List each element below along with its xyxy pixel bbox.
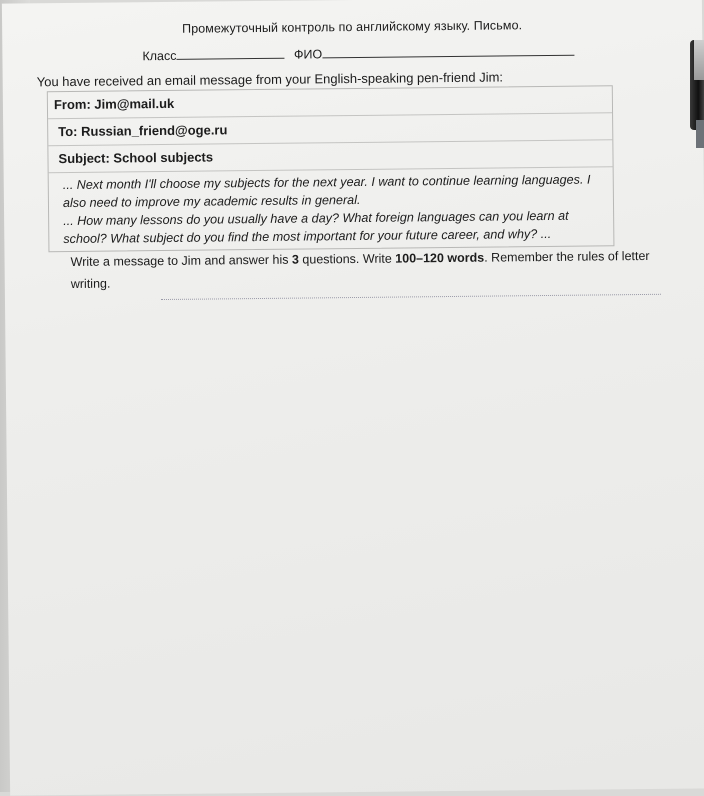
pen-object [690,40,704,130]
email-message-box [47,85,615,252]
task-text: questions. Write [298,251,396,267]
task-question-count: 3 [291,252,299,267]
email-body-line: also need to improve my academic results in general. [62,192,361,211]
student-info-line [142,45,574,64]
task-instructions [70,244,690,294]
class-label: Класс [142,48,177,64]
email-body [49,167,614,251]
fio-blank[interactable] [322,45,574,59]
email-body-line: school? What subject do you find the most important for your future career, and why? ... [63,226,552,247]
pen-tip [694,40,704,80]
email-subject: Subject: School subjects [48,140,612,173]
worksheet-title: Промежуточный контроль по английскому языку. Письмо. [182,18,523,36]
pen-clip [696,120,704,148]
email-to: To: Russian_friend@oge.ru [48,113,612,146]
fio-label: ФИО [293,47,323,62]
worksheet-paper [2,0,704,796]
task-text: . Remember the rules of letter [484,248,650,265]
intro-text: You have received an email message from your English-speaking pen-friend Jim: [36,69,504,90]
email-from: From: Jim@mail.uk [48,86,612,119]
email-body-line: ... How many lessons do you usually have a day? What foreign languages can you learn at [63,208,569,229]
email-body-line: ... Next month I'll choose my subjects for the next year. I want to continue learning languages. I [62,172,591,193]
task-text: writing. [70,276,111,291]
task-word-count: 100–120 words [395,250,485,266]
task-text: Write a message to Jim and answer his [70,252,293,269]
class-blank[interactable] [176,48,284,60]
